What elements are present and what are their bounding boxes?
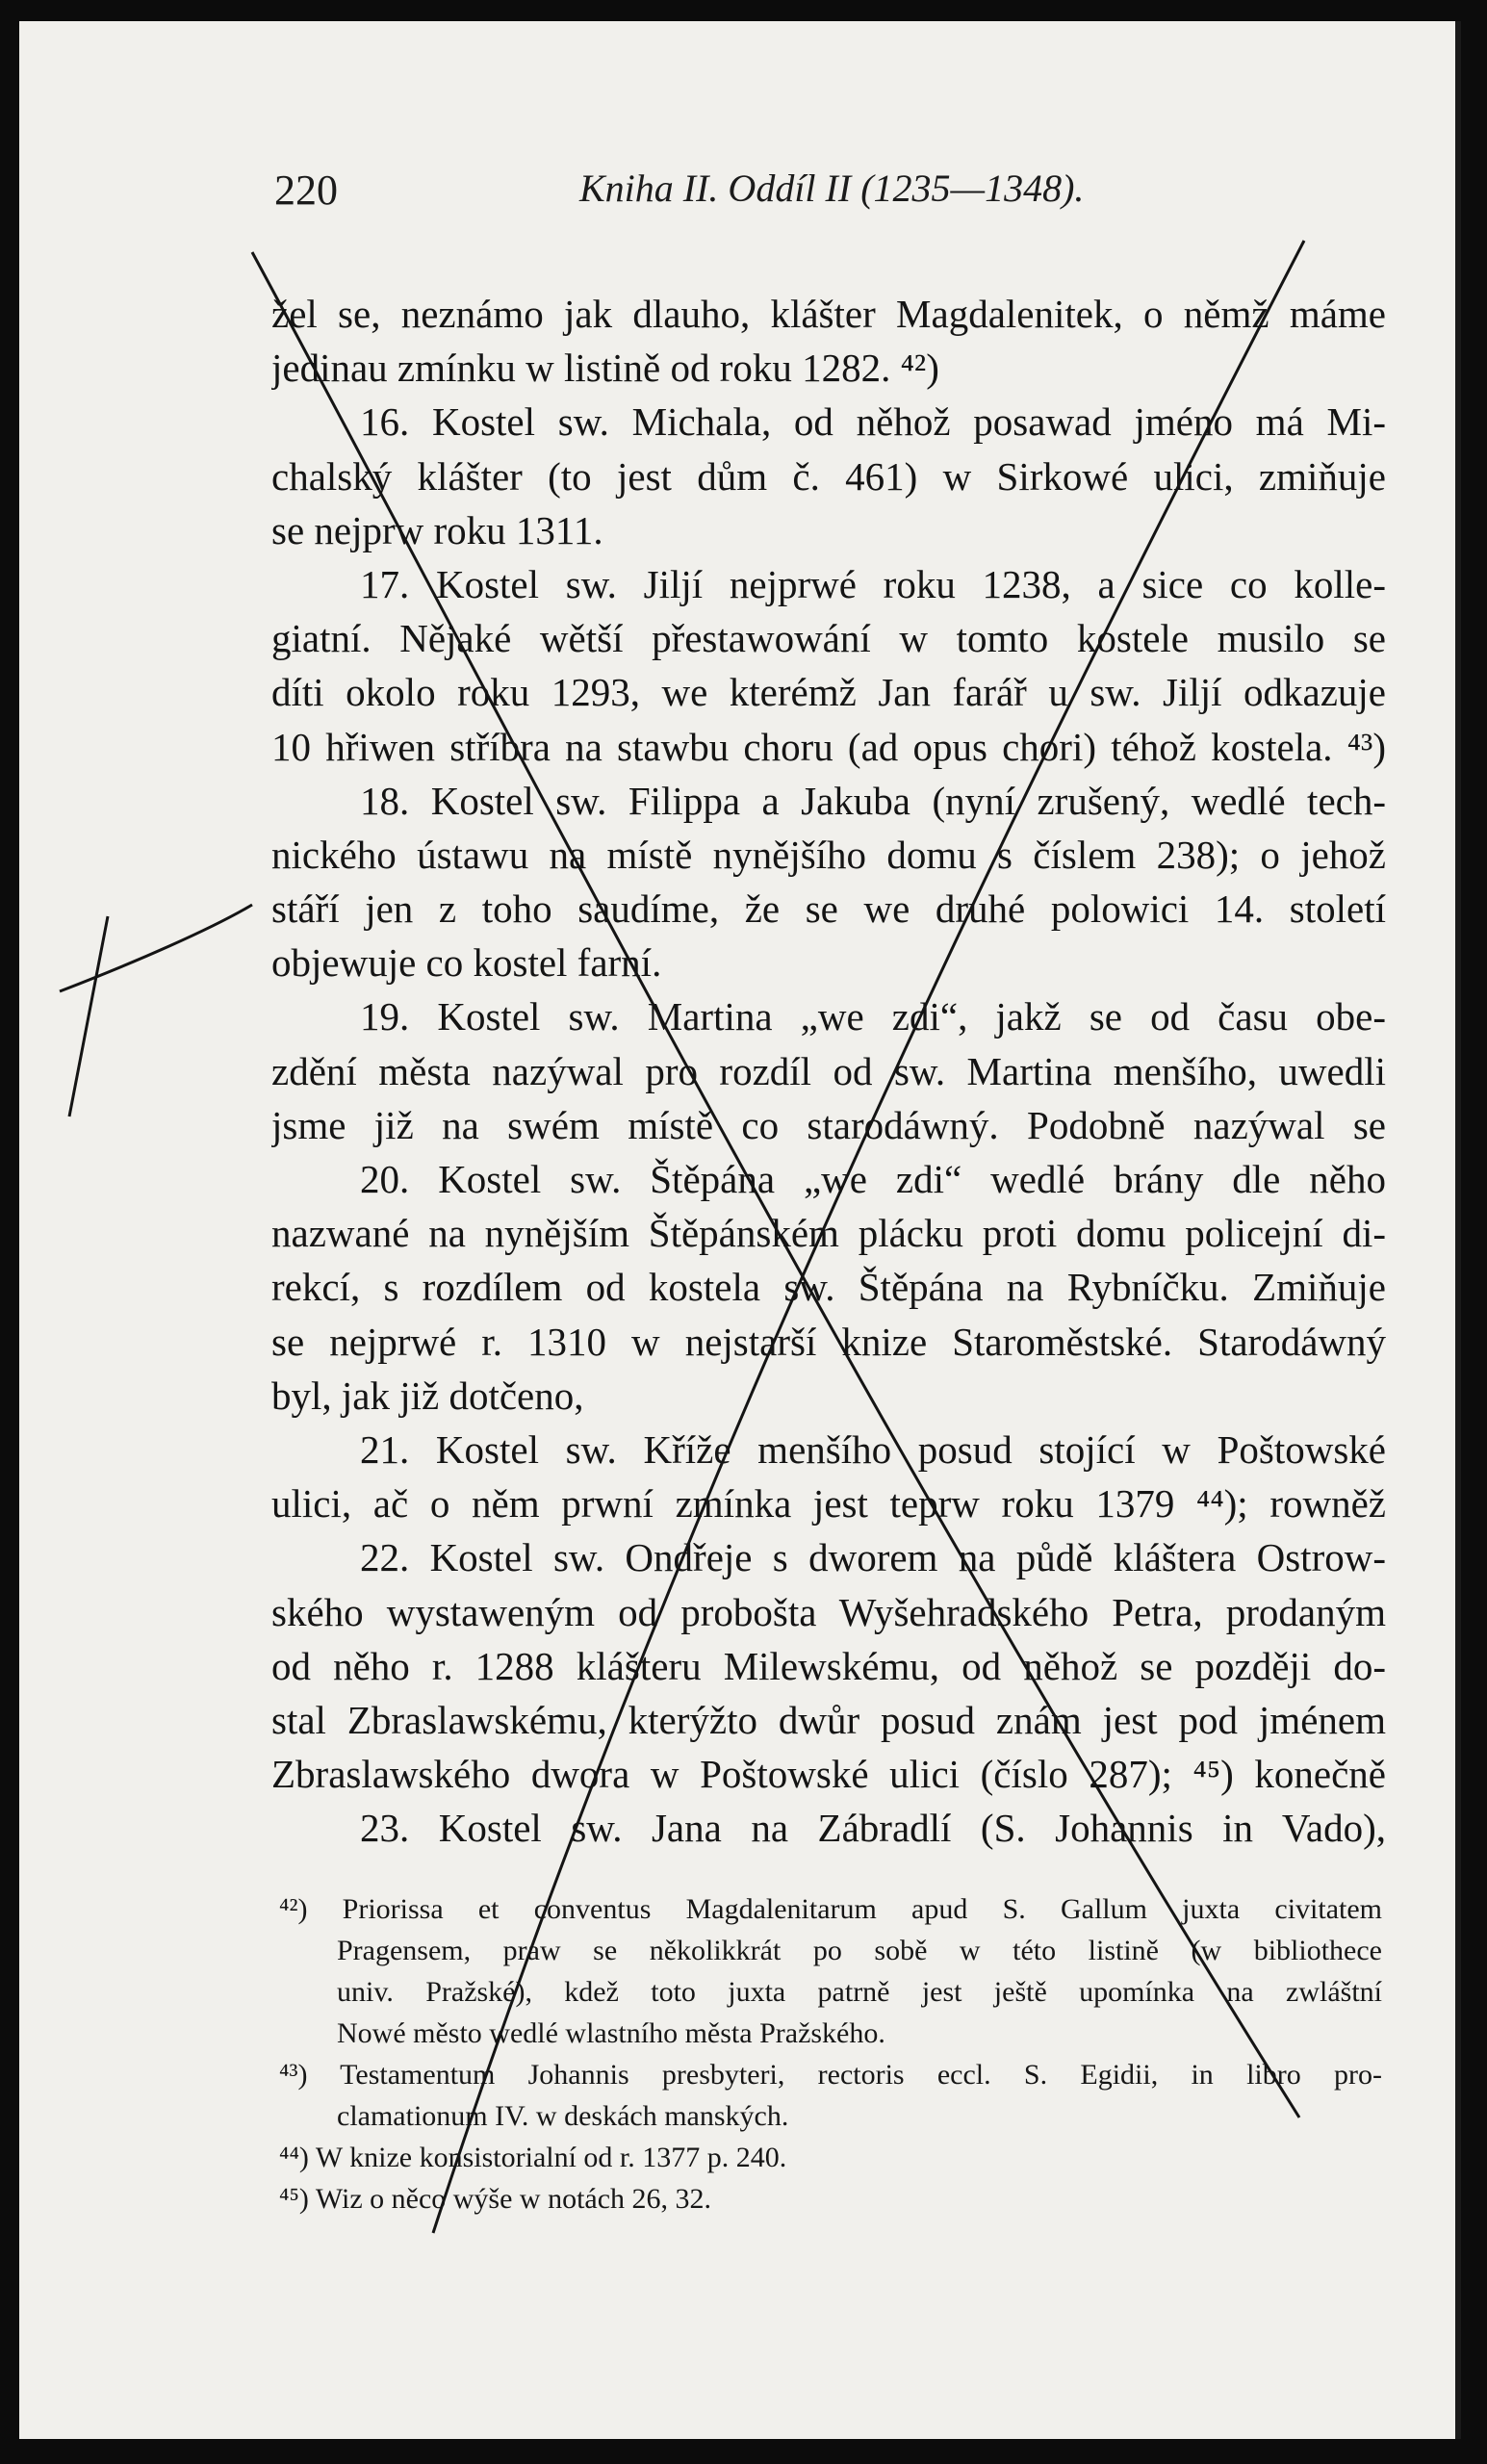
text-line: zdění města nazýwal pro rozdíl od sw. Martina menšího, uwedli xyxy=(271,1048,1386,1093)
text-line: rekcí, s rozdílem od kostela sw. Štěpána na Rybníčku. Zmiňuje xyxy=(271,1265,1386,1310)
text-line: jedinau zmínku w listině od roku 1282. ⁴²) xyxy=(271,346,939,391)
text-line: 22. Kostel sw. Ondřeje s dworem na půdě kláštera Ostrow- xyxy=(360,1535,1386,1580)
text-line: ulici, ač o něm prwní zmínka jest teprw roku 1379 ⁴⁴); rowněž xyxy=(271,1481,1386,1527)
text-line: nazwané na nynějším Štěpánském plácku proti domu policejní di- xyxy=(271,1211,1386,1256)
text-line: žel se, neznámo jak dlauho, klášter Magdalenitek, o němž máme xyxy=(271,292,1386,336)
footnote-line: Nowé město wedlé wlastního města Pražského. xyxy=(337,2017,885,2049)
text-line: ského wystaweným od probošta Wyšehradského Petra, prodaným xyxy=(271,1589,1386,1634)
text-line: od něho r. 1288 klášteru Milewskému, od něhož se později do- xyxy=(271,1643,1386,1688)
text-line: 16. Kostel sw. Michala, od něhož posawad jméno má Mi- xyxy=(360,399,1386,445)
footnote-line: univ. Pražské), kdež toto juxta patrně jest ještě upomínka na zwláštní xyxy=(337,1976,1382,2008)
footnote-line: ⁴³) Testamentum Johannis presbyteri, rectoris eccl. S. Egidii, in libro pro- xyxy=(279,2059,1382,2091)
footnote-line: ⁴⁵) Wiz o něco wýše w notách 26, 32. xyxy=(279,2183,712,2215)
book-page xyxy=(19,21,1461,2439)
text-line: byl, jak již dotčeno, xyxy=(271,1373,584,1418)
footnote-line: Pragensem, praw se několikkrát po sobě w této listině (w bibliothece xyxy=(337,1935,1382,1966)
text-line: 21. Kostel sw. Kříže menšího posud stojící w Poštowské xyxy=(360,1426,1386,1472)
text-line: giatní. Nějaké wětší přestawowání w tomto kostele musilo se xyxy=(271,616,1386,661)
text-line: objewuje co kostel farní. xyxy=(271,940,662,986)
text-line: 17. Kostel sw. Jiljí nejprwé roku 1238, a sice co kolle- xyxy=(360,561,1386,606)
text-line: se nejprwé r. 1310 w nejstarší knize Staroměstské. Starodáwný xyxy=(271,1319,1386,1364)
text-line: stal Zbraslawskému, kterýžto dwůr posud znám jest pod jménem xyxy=(271,1697,1386,1742)
main-text xyxy=(271,287,1386,1855)
text-line: jsme již na swém místě co starodáwný. Podobně nazýwal se xyxy=(271,1102,1386,1147)
text-line: 19. Kostel sw. Martina „we zdi“, jakž se od času obe- xyxy=(360,994,1386,1040)
text-line: 18. Kostel sw. Filippa a Jakuba (nyní zrušený, wedlé tech- xyxy=(360,778,1386,823)
footnotes xyxy=(279,1888,1382,2220)
text-line: 23. Kostel sw. Jana na Zábradlí (S. Johannis in Vado), xyxy=(360,1806,1386,1851)
footnote-line: ⁴²) Priorissa et conventus Magdalenitarum apud S. Gallum juxta civitatem xyxy=(279,1893,1382,1925)
text-line: díti okolo roku 1293, we kterémž Jan farář u sw. Jiljí odkazuje xyxy=(271,670,1386,715)
running-title: Kniha II. Oddíl II (1235—1348). xyxy=(579,167,1085,210)
text-line: nického ústawu na místě nynějšího domu s číslem 238); o jehož xyxy=(271,832,1386,877)
text-line: 20. Kostel sw. Štěpána „we zdi“ wedlé brány dle něho xyxy=(360,1157,1386,1201)
text-line: se nejprw roku 1311. xyxy=(271,507,603,552)
text-line: Zbraslawského dwora w Poštowské ulici (číslo 287); ⁴⁵) konečně xyxy=(271,1752,1386,1797)
footnote-line: clamationum IV. w deskách manských. xyxy=(337,2100,789,2132)
text-line: chalský klášter (to jest dům č. 461) w Sirkowé ulici, zmiňuje xyxy=(271,453,1386,499)
page-number: 220 xyxy=(274,167,338,214)
text-line: stáří jen z toho saudíme, že se we druhé polowici 14. století xyxy=(271,886,1386,932)
text-line: 10 hřiwen stříbra na stawbu choru (ad opus chori) téhož kostela. ⁴³) xyxy=(271,724,1386,769)
footnote-line: ⁴⁴) W knize konsistorialní od r. 1377 p. 240. xyxy=(279,2142,787,2173)
